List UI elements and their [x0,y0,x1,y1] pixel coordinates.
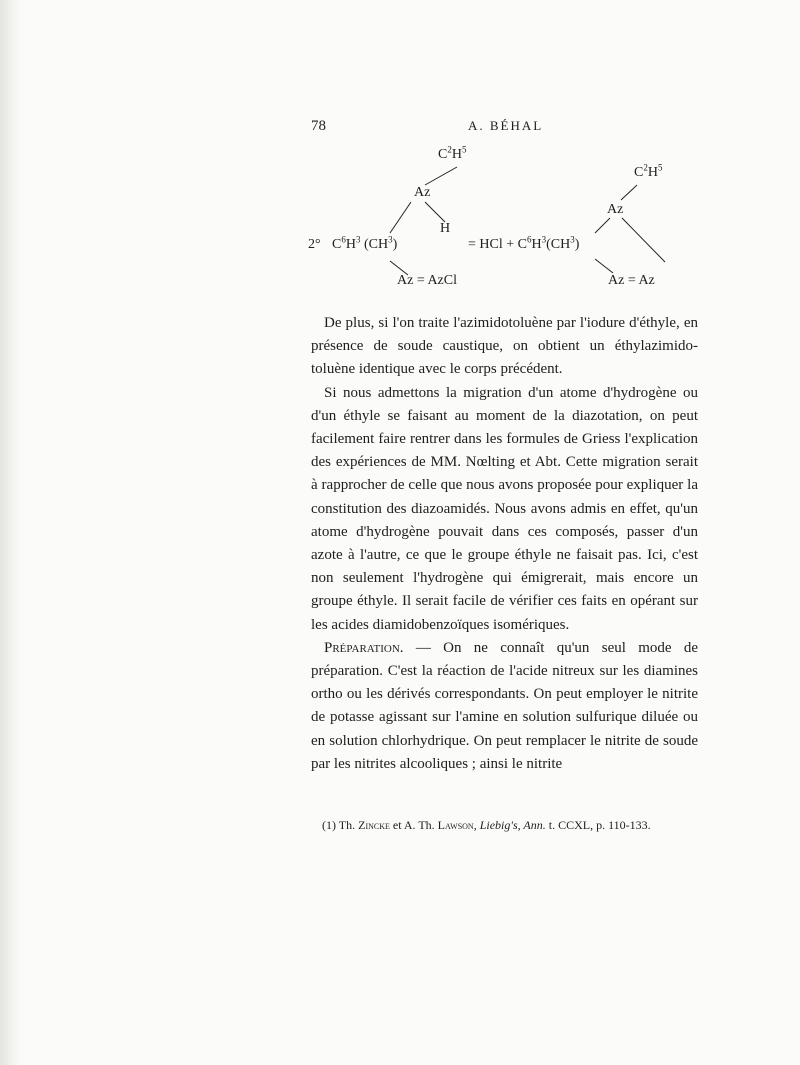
core-left: $C^6H^3$ $(CH^3)$ [332,234,398,252]
formula-label: 2° [308,237,321,252]
footnote: (1) Th. Zincke et A. Th. Lawson, Liebig's, Ann. t. CCXL, p. 110-133. [322,818,651,832]
bond-line [390,202,411,233]
paragraph-2: Si nous admettons la migration d'un atome d'hydrogène ou d'un éthyle se faisant au moment de la diazotation, on peut facilement faire rentrer dans les formules de Griess l'explication des expériences de MM. Nœlting et Abt. Cette migration serait à rapprocher de celle que nous avons proposée pour expliquer la constitution des diazoamidés. Nous avons admis en effet, qu'un atome d'hydrogène pouvait dans ces composés, passer d'un azote à l'autre, ce que le groupe éthyle ne faisait pas. Ici, c'est non seulement l'hydrogène qui émigrerait, mais encore un groupe éthyle. Il serait facile de vérifier ces faits en opérant sur les acides diamidobenzoïques isomériques. [311,384,698,633]
page-number: 78 [311,118,326,134]
body-text [311,312,698,776]
bond-line [622,218,665,262]
bottom-left: Az = AzCl [397,273,457,288]
hydrogen: H [440,221,451,236]
paragraph-3-text: — On ne connaît qu'un seul mode de préparation. C'est la réaction de l'acide nitreux sur les diamines ortho ou les dérivés correspondants. On peut employer le nitrite de potasse agissant sur l'amine en solution sulfurique diluée ou en solution chlorhydrique. On peut remplacer le nitrite de soude par les nitrites alcooliques ; ainsi le nitrite [311,639,698,772]
bond-line [425,202,445,222]
ethyl-group-left: $C^2H^5$ [438,144,467,162]
equals-part: = HCl + $C^6H^3(CH^3)$ [468,234,580,252]
paragraph-3 [311,637,698,776]
az-left: Az [414,185,431,200]
bond-line [595,259,613,273]
bond-line [425,167,457,185]
paragraph-1: De plus, si l'on traite l'azimidotoluène par l'iodure d'éthyle, en présence de soude caustique, on obtient un éthylazimido-toluène identique avec le corps précédent. [311,315,698,378]
running-head [311,118,691,138]
bond-line [595,218,610,233]
bond-line [621,185,637,200]
chemical-formula [300,145,700,295]
section-lead: Préparation. [324,639,404,656]
running-title: A. BÉHAL [468,118,544,133]
ethyl-group-right: $C^2H^5$ [634,162,663,180]
page-edge [0,0,22,1065]
az-right: Az [607,202,624,217]
bottom-right: Az = Az [608,273,655,288]
